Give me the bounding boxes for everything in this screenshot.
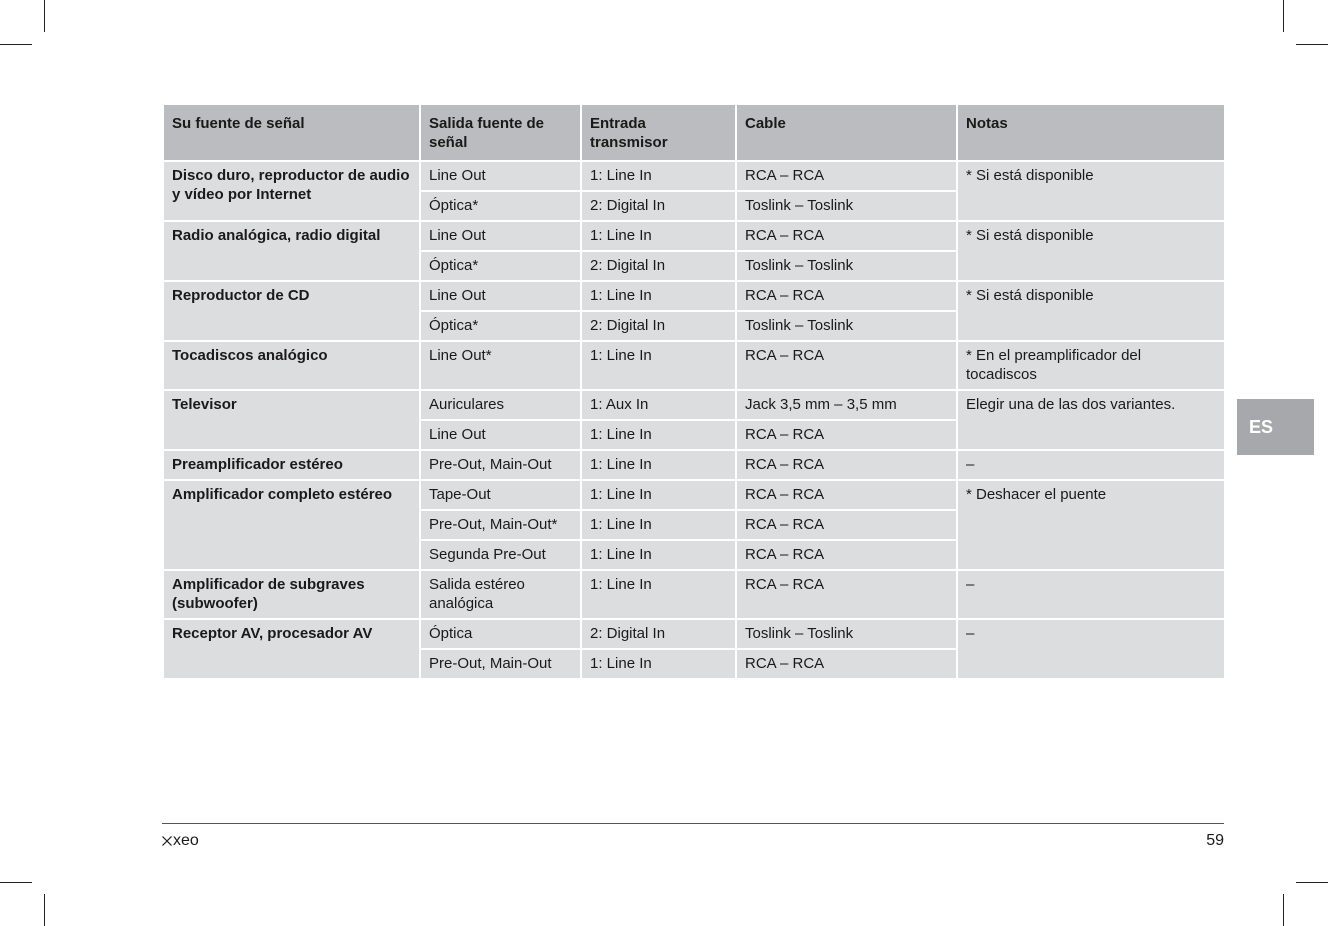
header-cable: Cable [736,104,957,161]
output-cell: Tape-Out [420,480,581,510]
brand-logo [162,832,199,850]
cable-cell: RCA – RCA [736,480,957,510]
cable-cell: RCA – RCA [736,450,957,480]
cable-cell: RCA – RCA [736,649,957,679]
table-row [163,161,1225,191]
output-cell: Line Out [420,161,581,191]
crop-mark [44,894,45,926]
source-cell: Amplificador de subgraves (subwoofer) [163,570,420,619]
cable-cell: RCA – RCA [736,281,957,311]
table-row [163,570,1225,619]
connection-table [162,103,1226,680]
source-cell: Receptor AV, procesador AV [163,619,420,679]
input-cell: 2: Digital In [581,311,736,341]
language-tab: ES [1237,399,1314,455]
table-row [163,341,1225,390]
cable-cell: Toslink – Toslink [736,311,957,341]
note-cell: – [957,570,1225,619]
output-cell: Line Out [420,281,581,311]
crop-mark [0,44,32,45]
source-cell: Reproductor de CD [163,281,420,341]
crop-mark [44,0,45,32]
input-cell: 1: Line In [581,161,736,191]
input-cell: 1: Line In [581,341,736,390]
output-cell: Óptica [420,619,581,649]
crop-mark [0,882,32,883]
source-cell: Televisor [163,390,420,450]
source-cell: Radio analógica, radio digital [163,221,420,281]
output-cell: Pre-Out, Main-Out [420,649,581,679]
table-row [163,281,1225,311]
header-notes: Notas [957,104,1225,161]
cable-cell: Jack 3,5 mm – 3,5 mm [736,390,957,420]
input-cell: 1: Line In [581,221,736,251]
note-cell: * Si está disponible [957,161,1225,221]
input-cell: 1: Aux In [581,390,736,420]
output-cell: Óptica* [420,251,581,281]
input-cell: 2: Digital In [581,619,736,649]
cable-cell: Toslink – Toslink [736,619,957,649]
brand-name: xeo [173,832,199,849]
note-cell: – [957,450,1225,480]
cable-cell: RCA – RCA [736,510,957,540]
input-cell: 1: Line In [581,540,736,570]
header-source: Su fuente de señal [163,104,420,161]
brand-mark-icon [162,835,172,847]
crop-mark [1296,44,1328,45]
cable-cell: RCA – RCA [736,570,957,619]
table-header-row [163,104,1225,161]
output-cell: Segunda Pre-Out [420,540,581,570]
source-cell: Amplificador completo estéreo [163,480,420,570]
input-cell: 1: Line In [581,649,736,679]
output-cell: Pre-Out, Main-Out [420,450,581,480]
table-row [163,619,1225,649]
input-cell: 1: Line In [581,510,736,540]
note-cell: * Deshacer el puente [957,480,1225,570]
source-cell: Disco duro, reproductor de audio y vídeo por Internet [163,161,420,221]
footer-rule [162,823,1224,824]
output-cell: Auriculares [420,390,581,420]
source-cell: Preamplificador estéreo [163,450,420,480]
cable-cell: Toslink – Toslink [736,191,957,221]
input-cell: 2: Digital In [581,251,736,281]
input-cell: 1: Line In [581,420,736,450]
cable-cell: RCA – RCA [736,420,957,450]
output-cell: Óptica* [420,191,581,221]
source-cell: Tocadiscos analógico [163,341,420,390]
cable-cell: Toslink – Toslink [736,251,957,281]
table-row [163,450,1225,480]
cable-cell: RCA – RCA [736,161,957,191]
note-cell: Elegir una de las dos variantes. [957,390,1225,450]
cable-cell: RCA – RCA [736,540,957,570]
output-cell: Line Out* [420,341,581,390]
input-cell: 1: Line In [581,450,736,480]
page-number: 59 [1206,832,1224,849]
crop-mark [1283,0,1284,32]
cable-cell: RCA – RCA [736,341,957,390]
output-cell: Óptica* [420,311,581,341]
crop-mark [1283,894,1284,926]
output-cell: Line Out [420,221,581,251]
table-row [163,480,1225,510]
output-cell: Pre-Out, Main-Out* [420,510,581,540]
table-row [163,390,1225,420]
header-transmitter-input: Entrada transmisor [581,104,736,161]
note-cell: * Si está disponible [957,281,1225,341]
input-cell: 1: Line In [581,281,736,311]
cable-cell: RCA – RCA [736,221,957,251]
input-cell: 2: Digital In [581,191,736,221]
note-cell: * En el preamplificador del tocadiscos [957,341,1225,390]
table-row [163,221,1225,251]
input-cell: 1: Line In [581,570,736,619]
note-cell: – [957,619,1225,679]
output-cell: Salida estéreo analógica [420,570,581,619]
input-cell: 1: Line In [581,480,736,510]
header-source-output: Salida fuente de señal [420,104,581,161]
output-cell: Line Out [420,420,581,450]
note-cell: * Si está disponible [957,221,1225,281]
crop-mark [1296,882,1328,883]
